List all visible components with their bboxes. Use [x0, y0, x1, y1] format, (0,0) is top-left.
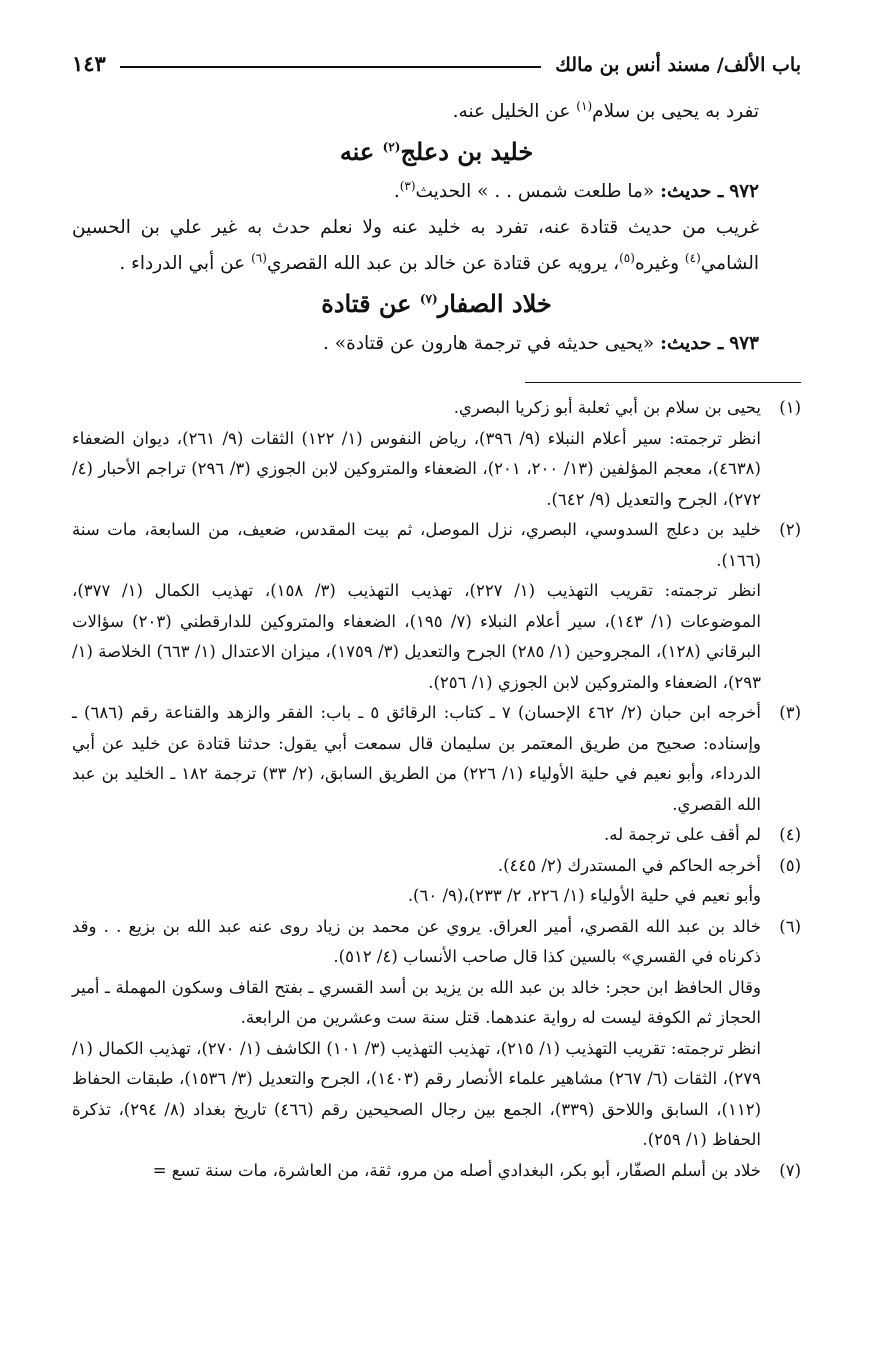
- punct: .: [393, 181, 400, 202]
- footnote-body: [72, 393, 761, 515]
- footnote: [72, 393, 801, 515]
- text-run: ، يرويه عن قتادة عن خالد بن عبد الله القصري: [266, 253, 620, 274]
- footnote-ref[interactable]: (٣): [399, 178, 416, 193]
- footnote-line: لم أقف على ترجمة له.: [604, 825, 761, 844]
- footnote-number: (٥): [779, 855, 801, 875]
- footnote-number: (٣): [779, 703, 801, 722]
- page-header: [72, 38, 801, 76]
- section-heading: [72, 282, 801, 326]
- footnote-line: انظر ترجمته: تقريب التهذيب (١/ ٢١٥)، تهذيب التهذيب (٣/ ١٠١) الكاشف (١/ ٢٧٠)، تهذيب الكمال (١/ ٢٧٩)، الثقات (٦/ ٢٦٧) مشاهير علماء الأنصار رقم (١٤٠٣)، الجرح والتعديل (٣/ ١٥٣٦)، طبقات الحفاظ (١١٢)، السابق واللاحق (٣٣٩)، الجمع بين رجال الصحيحين رقم (٤٦٦) تاريخ بغداد (٨/ ٢٩٤)، تذكرة الحفاظ (١/ ٢٥٩).: [72, 1038, 762, 1149]
- footnote-separator: [525, 382, 801, 383]
- footnote-number: (٦): [779, 916, 801, 936]
- footnote-ref[interactable]: (٢): [382, 140, 401, 154]
- footnote-line: خلاد بن أسلم الصفّار، أبو بكر، البغدادي أصله من مرو، ثقة، من العاشرة، مات سنة تسع =: [152, 1160, 761, 1180]
- footnote-body: [72, 515, 761, 698]
- footnote: [72, 698, 801, 820]
- footnote-ref[interactable]: (٦): [251, 250, 267, 265]
- heading-text: خلاد الصفار: [437, 289, 552, 318]
- hadith-972: [72, 174, 801, 210]
- footnote-ref[interactable]: (٧): [419, 292, 438, 306]
- running-title: باب الألف/ مسند أنس بن مالك: [555, 54, 801, 76]
- text-run: غريب من حديث قتادة عنه، تفرد به خليد عنه ولا نعلم حدث به غير علي بن الحسين الشامي: [72, 217, 759, 274]
- text-run: تفرد به يحيى بن سلام: [592, 101, 759, 122]
- heading-text: عن قتادة: [321, 289, 412, 318]
- footnote-body: [72, 698, 761, 820]
- footnote: [72, 820, 801, 851]
- footnotes: [72, 393, 801, 1186]
- footnote-line: أخرجه ابن حبان (٢/ ٤٦٢ الإحسان) ٧ ـ كتاب: الرقائق ٥ ـ باب: الفقر والزهد والقناعة رقم (٦٨٦) ـ وإسناده: صحيح من طريق المعتمر بن سليمان قال سمعت أبي يقول: حدثنا قتادة عن خليد عن أبي الدرداء، وأبو نعيم في حلية الأولياء (١/ ٢٢٦) من الطريق السابق، (٢/ ٣٣) ترجمة ١٨٢ ـ الخليد بن عبد الله القصري.: [72, 703, 761, 814]
- footnote-number: (١): [779, 398, 801, 417]
- footnote-line: وقال الحافظ ابن حجر: خالد بن عبد الله بن يزيد بن أسد القسري ـ بفتح القاف وسكون المهملة ـ أمير الحجاز ثم الكوفة ليست له رواية عندهما. قتل سنة ست وعشرين من الرابعة.: [72, 977, 761, 1027]
- section-heading: [72, 130, 801, 174]
- footnote-ref[interactable]: (٤): [684, 250, 701, 265]
- text-line: [72, 94, 801, 130]
- header-rule: [120, 66, 541, 68]
- heading-text: خليد بن دعلج: [400, 137, 534, 166]
- main-text: [72, 94, 801, 362]
- footnote: [72, 1156, 801, 1187]
- hadith-number: ٩٧٢: [729, 181, 759, 202]
- footnote: [72, 515, 801, 698]
- footnote-line: انظر ترجمته: سير أعلام النبلاء (٩/ ٣٩٦)، رياض النفوس (١/ ١٢٢) الثقات (٩/ ٢٦١)، ديوان الضعفاء (٤٦٣٨)، معجم المؤلفين (١٣/ ٢٠٠، ٢٠١)، الضعفاء والمتروكين لابن الجوزي (٣/ ٢٩٦) تراجم الأحبار (٤/ ٢٧٢)، الجرح والتعديل (٩/ ٦٤٢).: [72, 428, 762, 509]
- footnote-line: خالد بن عبد الله القصري، أمير العراق. يروي عن محمد بن زياد روى عنه عبد الله بن بزيع . . وقد ذكرناه في القسري» بالسين كذا قال صاحب الأنساب (٤/ ٥١٢).: [72, 916, 761, 966]
- text-run: وغيره: [634, 253, 680, 274]
- footnote-ref[interactable]: (٥): [619, 250, 635, 265]
- footnote-body: [72, 820, 761, 851]
- footnote-line: انظر ترجمته: تقريب التهذيب (١/ ٢٢٧)، تهذيب التهذيب (٣/ ١٥٨)، تهذيب الكمال (١/ ٣٧٧)، الموضوعات (١/ ١٤٣)، سير أعلام النبلاء (٧/ ١٩٥)، الضعفاء والمتروكين للدارقطني (٢٠٣) سؤالات البرقاني (١٢٨)، المجروحين (١/ ٢٨٥) الجرح والتعديل (٣/ ١٧٥٩)، ميزان الاعتدال (١/ ٦٦٣) الخلاصة (١/ ٢٩٣)، الضعفاء والمتروكين لابن الجوزي (١/ ٢٥٦).: [72, 581, 762, 692]
- footnote-body: [72, 1156, 761, 1187]
- footnote-number: (٢): [779, 520, 801, 539]
- heading-text: عنه: [339, 137, 375, 166]
- footnote-number: (٤): [779, 825, 801, 844]
- text-run: عن أبي الدرداء .: [119, 253, 246, 274]
- footnote-number: (٧): [779, 1160, 801, 1180]
- hadith-text: «يحيى حديثه في ترجمة هارون عن قتادة» .: [323, 333, 655, 354]
- footnote-line: وأبو نعيم في حلية الأولياء (١/ ٢٢٦، ٢/ ٢٣٣)،(٩/ ٦٠).: [407, 886, 761, 905]
- hadith-keyword: ـ حديث:: [660, 333, 724, 354]
- footnote-line: خليد بن دعلج السدوسي، البصري، نزل الموصل، ثم بيت المقدس، ضعيف، من السابعة، مات سنة (١٦٦).: [72, 520, 761, 570]
- hadith-keyword: ـ حديث:: [660, 181, 724, 202]
- hadith-973: [72, 326, 801, 362]
- footnote: [72, 912, 801, 1156]
- footnote-body: [72, 851, 761, 912]
- footnote-ref[interactable]: (١): [576, 98, 593, 113]
- footnote-body: [72, 912, 761, 1156]
- text-run: عن الخليل عنه.: [452, 101, 571, 122]
- page-number: ١٤٣: [72, 51, 106, 76]
- paragraph: [72, 210, 801, 282]
- footnote-line: أخرجه الحاكم في المستدرك (٢/ ٤٤٥).: [497, 855, 761, 875]
- footnote: [72, 851, 801, 912]
- hadith-number: ٩٧٣: [729, 333, 759, 354]
- footnote-line: يحيى بن سلام بن أبي ثعلبة أبو زكريا البصري.: [453, 398, 761, 417]
- hadith-text: «ما طلعت شمس . . » الحديث: [415, 181, 655, 202]
